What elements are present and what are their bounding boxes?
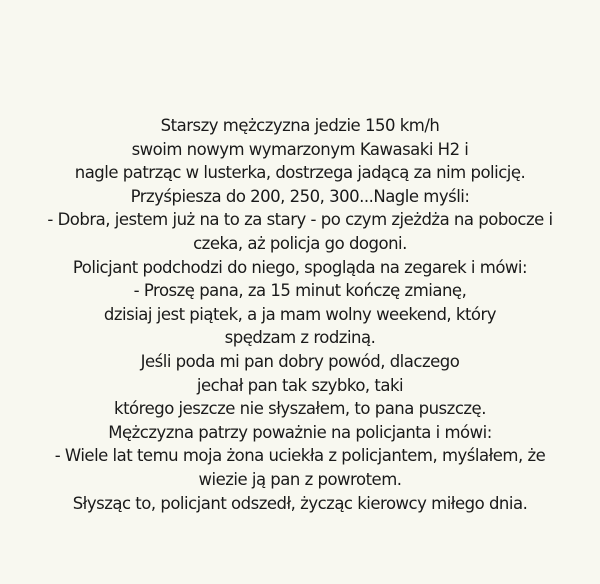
joke-line: spędzam z rodziną. [224, 328, 376, 348]
joke-line: czeka, aż policja go dogoni. [193, 233, 407, 253]
joke-line: wiezie ją pan z powrotem. [198, 469, 402, 489]
joke-line: nagle patrząc w lusterka, dostrzega jadącą za nim policję. [74, 163, 526, 183]
joke-line: - Proszę pana, za 15 minut kończę zmianę, [133, 281, 467, 301]
joke-line: Starszy mężczyzna jedzie 150 km/h [160, 116, 440, 135]
joke-line: - Wiele lat temu moja żona uciekła z policjantem, myślałem, że [54, 446, 546, 466]
joke-line: Jeśli poda mi pan dobry powód, dlaczego [140, 351, 460, 371]
joke-text [0, 114, 600, 515]
joke-line: Policjant podchodzi do niego, spogląda na zegarek i mówi: [72, 257, 528, 277]
joke-line: Mężczyzna patrzy poważnie na policjanta i mówi: [108, 422, 492, 442]
joke-line: jechał pan tak szybko, taki [196, 375, 404, 395]
joke-line: Słysząc to, policjant odszedł, życząc kierowcy miłego dnia. [72, 493, 528, 513]
joke-line: - Dobra, jestem już na to za stary - po czym zjeżdża na pobocze i [47, 210, 553, 230]
joke-line: którego jeszcze nie słyszałem, to pana puszczę. [114, 399, 486, 419]
joke-line: Przyśpiesza do 200, 250, 300...Nagle myśli: [130, 186, 470, 206]
joke-line: swoim nowym wymarzonym Kawasaki H2 i [131, 139, 469, 159]
joke-line: dzisiaj jest piątek, a ja mam wolny weekend, który [103, 304, 497, 324]
